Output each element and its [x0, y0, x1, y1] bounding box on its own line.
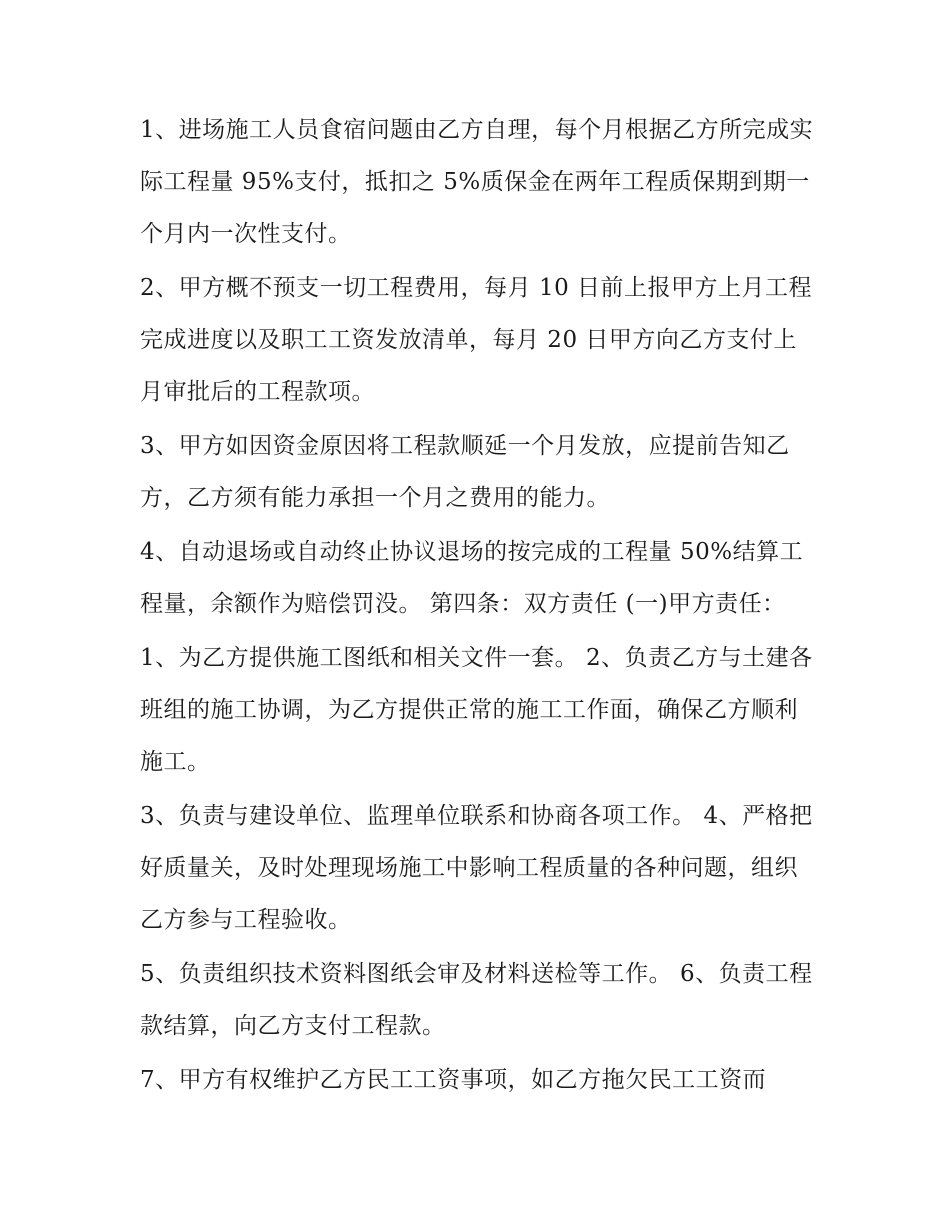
document-body [140, 104, 820, 1108]
paragraph-6: 3、负责与建设单位、监理单位联系和协商各项工作。 4、严格把好质量关，及时处理现场施工中影响工程质量的各种问题，组织乙方参与工程验收。 [140, 803, 813, 933]
paragraph-8: 7、甲方有权维护乙方民工工资事项，如乙方拖欠民工工资而 [140, 1067, 767, 1093]
paragraph-2: 2、甲方概不预支一切工程费用，每月 10 日前上报甲方上月工程完成进度以及职工工资发放清单，每月 20 日甲方向乙方支付上月审批后的工程款项。 [140, 275, 813, 405]
paragraph-5: 1、为乙方提供施工图纸和相关文件一套。 2、负责乙方与土建各班组的施工协调，为乙方提供正常的施工工作面，确保乙方顺利施工。 [140, 645, 813, 775]
paragraph-7: 5、负责组织技术资料图纸会审及材料送检等工作。 6、负责工程款结算，向乙方支付工程款。 [140, 961, 813, 1039]
paragraph-1: 1、进场施工人员食宿问题由乙方自理，每个月根据乙方所完成实际工程量 95%支付，抵扣之 5%质保金在两年工程质保期到期一个月内一次性支付。 [140, 117, 814, 247]
paragraph-4: 4、自动退场或自动终止协议退场的按完成的工程量 50%结算工程量，余额作为赔偿罚没。 第四条：双方责任 (一)甲方责任： [140, 539, 804, 617]
paragraph-3: 3、甲方如因资金原因将工程款顺延一个月发放，应提前告知乙方，乙方须有能力承担一个月之费用的能力。 [140, 433, 790, 511]
